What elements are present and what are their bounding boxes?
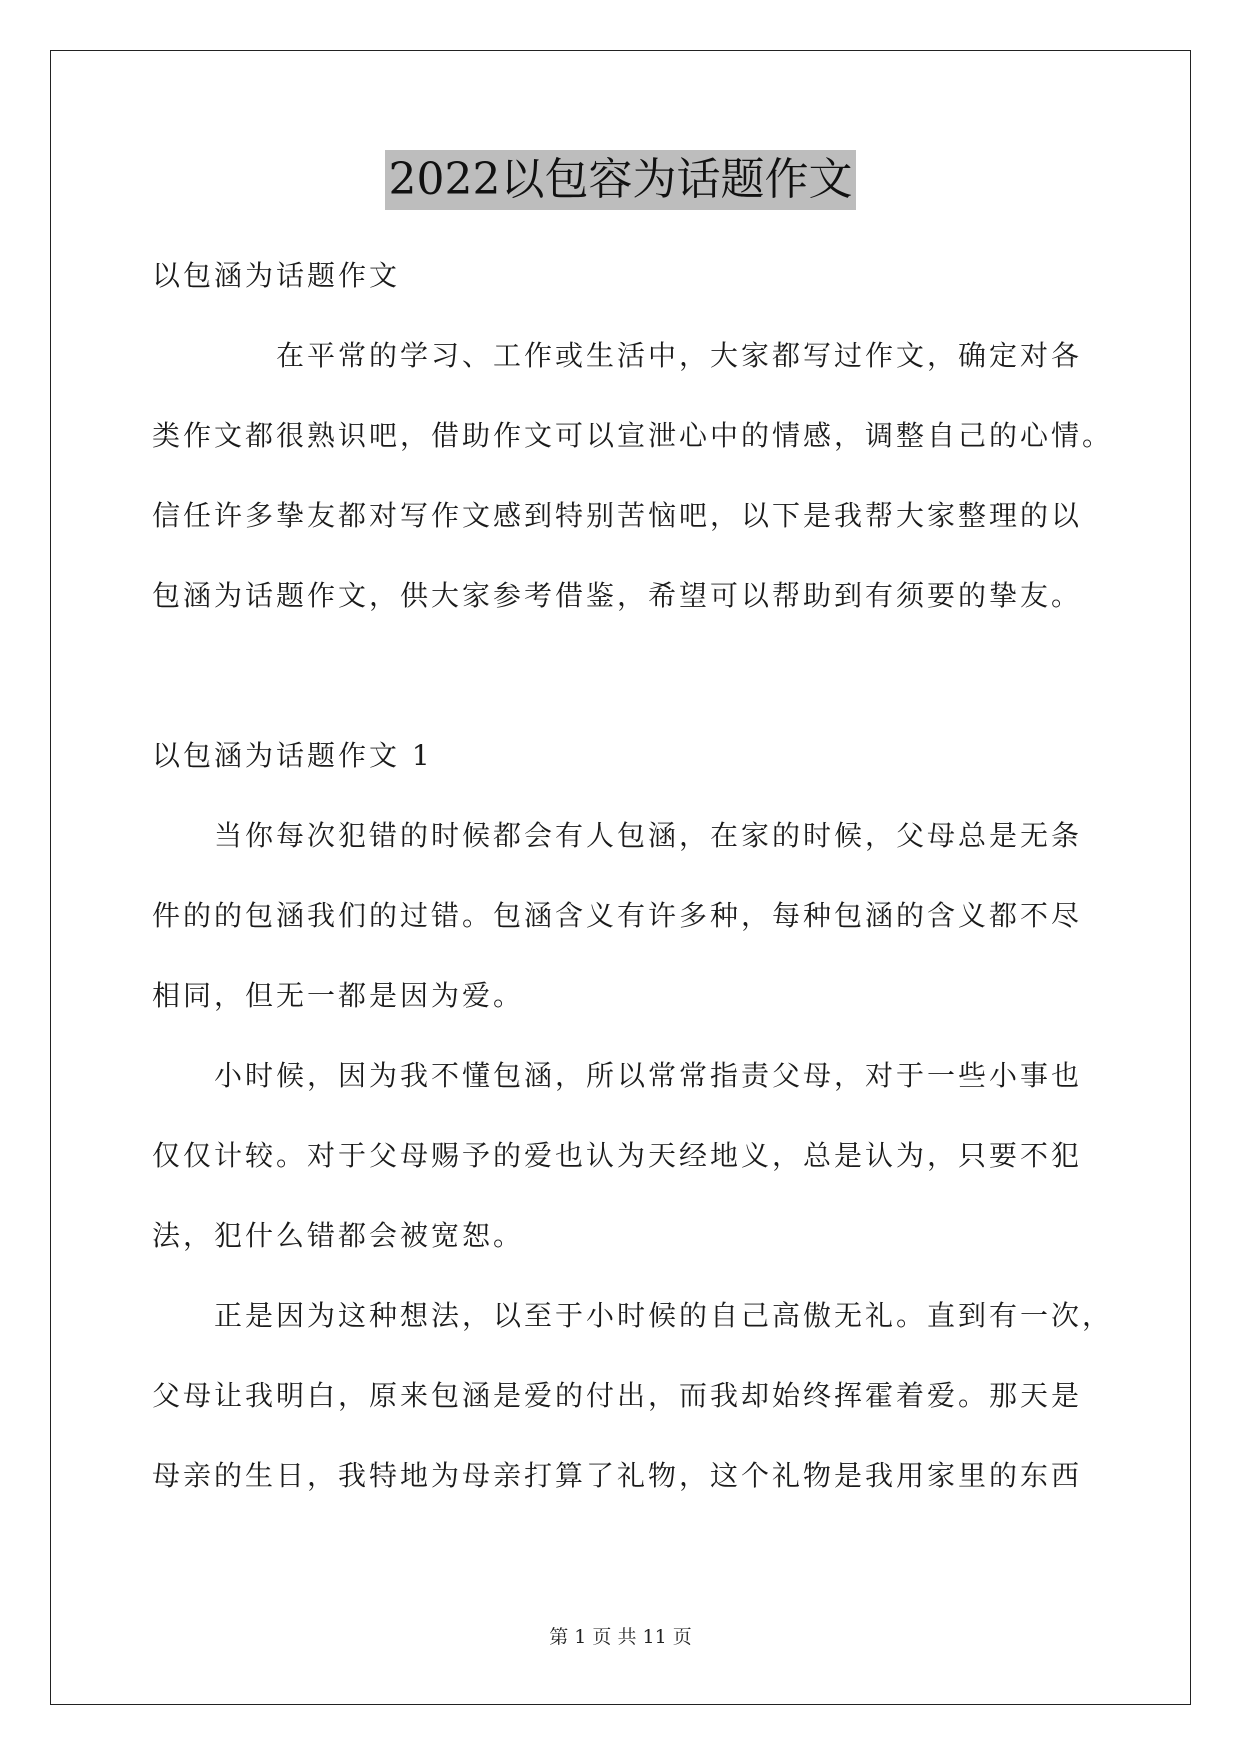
- paragraph-line: 件的的包涵我们的过错。包涵含义有许多种，每种包涵的含义都不尽: [152, 899, 1083, 932]
- paragraph-line: 当你每次犯错的时候都会有人包涵，在家的时候，父母总是无条: [214, 819, 1083, 852]
- page-footer: 第 1 页 共 11 页: [549, 1626, 692, 1648]
- paragraph-line: 仅仅计较。对于父母赐予的爱也认为天经地义，总是认为，只要不犯: [152, 1139, 1083, 1172]
- section-heading: 以包涵为话题作文 1: [152, 739, 433, 772]
- intro-line: 信任许多挚友都对写作文感到特别苦恼吧，以下是我帮大家整理的以: [152, 499, 1083, 532]
- paragraph-line: 小时候，因为我不懂包涵，所以常常指责父母，对于一些小事也: [214, 1059, 1083, 1092]
- paragraph-line: 法，犯什么错都会被宽恕。: [152, 1219, 525, 1252]
- document-title: 2022以包容为话题作文: [385, 150, 857, 210]
- paragraph-line: 父母让我明白，原来包涵是爱的付出，而我却始终挥霍着爱。那天是: [152, 1379, 1083, 1412]
- intro-line: 包涵为话题作文，供大家参考借鉴，希望可以帮助到有须要的挚友。: [152, 579, 1083, 612]
- paragraph-line: 相同，但无一都是因为爱。: [152, 979, 525, 1012]
- title-wrap: [0, 150, 1241, 210]
- intro-line: 类作文都很熟识吧，借助作文可以宣泄心中的情感，调整自己的心情。: [152, 419, 1114, 452]
- subtitle: 以包涵为话题作文: [152, 259, 401, 292]
- paragraph-line: 正是因为这种想法，以至于小时候的自己高傲无礼。直到有一次，: [214, 1299, 1114, 1332]
- blank-line: [152, 636, 1092, 716]
- intro-line: 在平常的学习、工作或生活中，大家都写过作文，确定对各: [276, 339, 1083, 372]
- paragraph-line: 母亲的生日，我特地为母亲打算了礼物，这个礼物是我用家里的东西: [152, 1459, 1083, 1492]
- document-body: [152, 236, 1114, 1516]
